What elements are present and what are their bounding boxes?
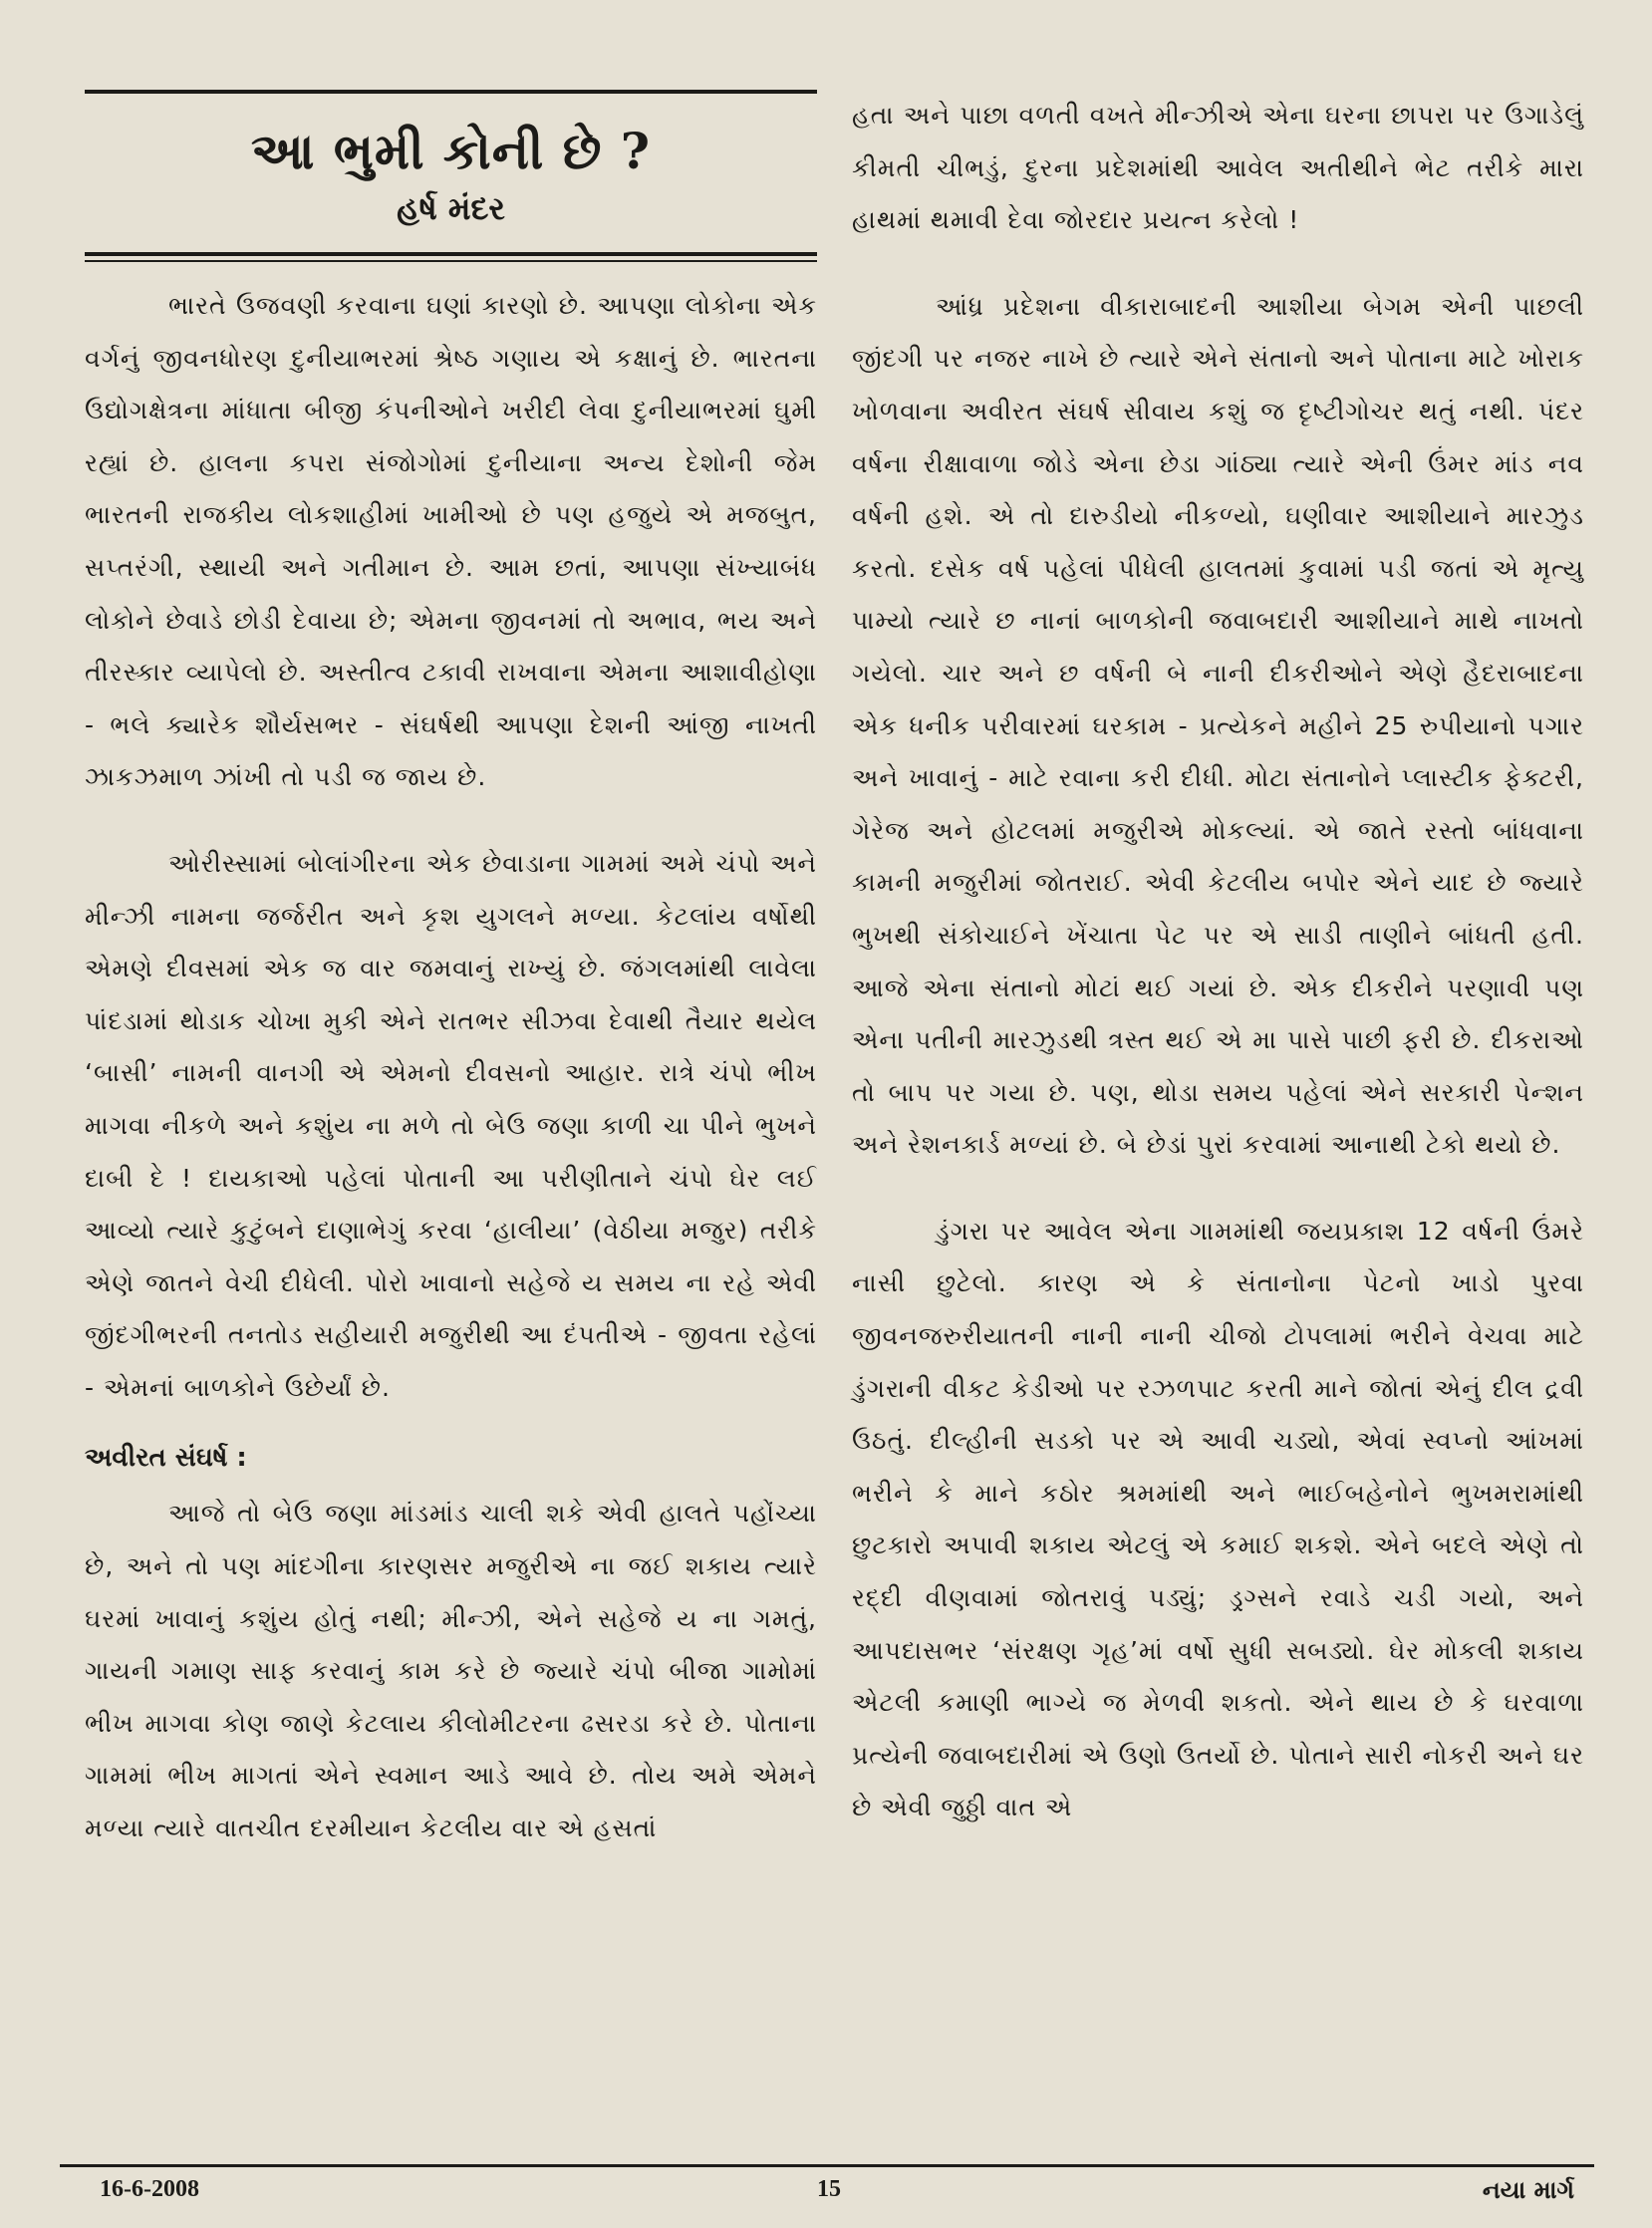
paragraph-continued: હતા અને પાછા વળતી વખતે મીન્ઝીએ એના ઘરના છાપરા પર ઉગાડેલું કીમતી ચીભડું, દુરના પ્રદેશમાંથી આવેલ અતીથીને ભેટ તરીકે મારા હાથમાં થમાવી દેવા જોરદાર પ્રયત્ન કરેલો !: [852, 101, 1584, 235]
article-title: આ ભુમી કોની છે ?: [250, 122, 652, 180]
page-footer: [60, 2164, 1594, 2204]
paragraph-jayprakash: ડુંગરા પર આવેલ એના ગામમાંથી જયપ્રકાશ 12 વર્ષની ઉંમરે નાસી છુટેલો. કારણ એ કે સંતાનોના પેટનો ખાડો પુરવા જીવનજરુરીયાતની નાની નાની ચીજો ટોપલામાં ભરીને વેચવા માટે ડુંગરાની વીકટ કેડીઓ પર રઝળપાટ કરતી માને જોતાં એનું દીલ દ્રવી ઉઠતું. દીલ્હીની સડકો પર એ આવી ચડ્યો, એવાં સ્વપ્નો આંખમાં ભરીને કે માને કઠોર શ્રમમાંથી અને ભાઈબહેનોને ભુખમરામાંથી છુટકારો અપાવી શકાય એટલું એ કમાઈ શકશે. એને બદલે એણે તો રદ્દી વીણવામાં જોતરાવું પડ્યું; ડ્રગ્સને રવાડે ચડી ગયો, અને આપદાસભર ‘સંરક્ષણ ગૃહ’માં વર્ષો સુધી સબડ્યો. ઘેર મોકલી શકાય એટલી કમાણી ભાગ્યે જ મેળવી શકતો. એને થાય છે કે ઘરવાળા પ્રત્યેની જવાબદારીમાં એ ઉણો ઉતર્યો છે. પોતાને સારી નોકરી અને ઘર છે એવી જુઠ્ઠી વાત એ: [852, 1216, 1584, 1822]
header-rule: [85, 90, 817, 94]
right-column: [852, 90, 1584, 1834]
title-divider: [85, 252, 817, 262]
footer-rule: [60, 2164, 1594, 2167]
left-column: [85, 90, 817, 1855]
paragraph-intro: ભારતે ઉજવણી કરવાના ઘણાં કારણો છે. આપણા લોકોના એક વર્ગનું જીવનધોરણ દુનીયાભરમાં શ્રેષ્ઠ ગણાય એ કક્ષાનું છે. ભારતના ઉદ્યોગક્ષેત્રના માંધાતા બીજી કંપનીઓને ખરીદી લેવા દુનીયાભરમાં ઘુમી રહ્યાં છે. હાલના કપરા સંજોગોમાં દુનીયાના અન્ય દેશોની જેમ ભારતની રાજકીય લોકશાહીમાં ખામીઓ છે પણ હજુયે એ મજબુત, સપ્તરંગી, સ્થાયી અને ગતીમાન છે. આમ છતાં, આપણા સંખ્યાબંધ લોકોને છેવાડે છોડી દેવાયા છે; એમના જીવનમાં તો અભાવ, ભય અને તીરસ્કાર વ્યાપેલો છે. અસ્તીત્વ ટકાવી રાખવાના એમના આશાવીહોણા - ભલે ક્યારેક શૌર્યસભર - સંઘર્ષથી આપણા દેશની આંજી નાખતી ઝાકઝમાળ ઝાંખી તો પડી જ જાય છે.: [85, 291, 817, 792]
paragraph-struggle: આજે તો બેઉ જણા માંડમાંડ ચાલી શકે એવી હાલતે પહોંચ્યા છે, અને તો પણ માંદગીના કારણસર મજુરીએ ના જઈ શકાય ત્યારે ઘરમાં ખાવાનું કશુંય હોતું નથી; મીન્ઝી, એને સહેજે ય ના ગમતું, ગાયની ગમાણ સાફ કરવાનું કામ કરે છે જ્યારે ચંપો બીજા ગામોમાં ભીખ માગવા કોણ જાણે કેટલાય કીલોમીટરના ઢસરડા કરે છે. પોતાના ગામમાં ભીખ માગતાં એને સ્વમાન આડે આવે છે. તોય અમે એમને મળ્યા ત્યારે વાતચીત દરમીયાન કેટલીય વાર એ હસતાં: [85, 1499, 817, 1843]
page-number: 15: [817, 2176, 841, 2202]
magazine-name: નયા માર્ગ: [1482, 2176, 1574, 2204]
paragraph-orissa: ઓરીસ્સામાં બોલાંગીરના એક છેવાડાના ગામમાં અમે ચંપો અને મીન્ઝી નામના જર્જરીત અને કૃશ યુગલને મળ્યા. કેટલાંય વર્ષોથી એમણે દીવસમાં એક જ વાર જમવાનું રાખ્યું છે. જંગલમાંથી લાવેલા પાંદડામાં થોડાક ચોખા મુકી એને રાતભર સીઝવા દેવાથી તૈયાર થયેલ ‘બાસી’ નામની વાનગી એ એમનો દીવસનો આહાર. રાત્રે ચંપો ભીખ માગવા નીકળે અને કશુંય ના મળે તો બેઉ જણા કાળી ચા પીને ભુખને દાબી દે ! દાયકાઓ પહેલાં પોતાની આ પરીણીતાને ચંપો ઘેર લઈ આવ્યો ત્યારે કુટુંબને દાણાભેગું કરવા ‘હાલીયા’ (વેઠીયા મજુર) તરીકે એણે જાતને વેચી દીધેલી. પોરો ખાવાનો સહેજે ય સમય ના રહે એવી જીંદગીભરની તનતોડ સહીયારી મજુરીથી આ દંપતીએ - જીવતા રહેલાં - એમનાં બાળકોને ઉછેર્યાં છે.: [85, 848, 817, 1402]
article-author: હર્ષ મંદર: [397, 189, 505, 227]
paragraph-ashiya: આંધ્ર પ્રદેશના વીકારાબાદની આશીયા બેગમ એની પાછલી જીંદગી પર નજર નાખે છે ત્યારે એને સંતાનો અને પોતાના માટે ખોરાક ખોળવાના અવીરત સંઘર્ષ સીવાય કશું જ દૃષ્ટીગોચર થતું નથી. પંદર વર્ષના રીક્ષાવાળા જોડે એના છેડા ગાંઠ્યા ત્યારે એની ઉંમર માંડ નવ વર્ષની હશે. એ તો દારુડીયો નીકળ્યો, ઘણીવાર આશીયાને મારઝુડ કરતો. દસેક વર્ષ પહેલાં પીધેલી હાલતમાં કુવામાં પડી જતાં એ મૃત્યુ પામ્યો ત્યારે છ નાનાં બાળકોની જવાબદારી આશીયાને માથે નાખતો ગયેલો. ચાર અને છ વર્ષની બે નાની દીકરીઓને એણે હૈદરાબાદના એક ધનીક પરીવારમાં ઘરકામ - પ્રત્યેકને મહીને 25 રુપીયાનો પગાર અને ખાવાનું - માટે રવાના કરી દીધી. મોટા સંતાનોને પ્લાસ્ટીક ફેક્ટરી, ગેરેજ અને હોટલમાં મજુરીએ મોકલ્યાં. એ જાતે રસ્તો બાંધવાના કામની મજુરીમાં જોતરાઈ. એવી કેટલીય બપોર એને યાદ છે જ્યારે ભુખથી સંકોચાઈને ખેંચાતા પેટ પર એ સાડી તાણીને બાંધતી હતી. આજે એના સંતાનો મોટાં થઈ ગયાં છે. એક દીકરીને પરણાવી પણ એના પતીની મારઝુડથી ત્રસ્ત થઈ એ મા પાસે પાછી ફરી છે. દીકરાઓ તો બાપ પર ગયા છે. પણ, થોડા સમય પહેલાં એને સરકારી પેન્શન અને રેશનકાર્ડ મળ્યાં છે. બે છેડાં પુરાં કરવામાં આનાથી ટેકો થયો છે.: [852, 291, 1584, 1160]
section-heading: અવીરત સંઘર્ષ :: [85, 1443, 247, 1474]
issue-date: 16-6-2008: [100, 2176, 199, 2202]
